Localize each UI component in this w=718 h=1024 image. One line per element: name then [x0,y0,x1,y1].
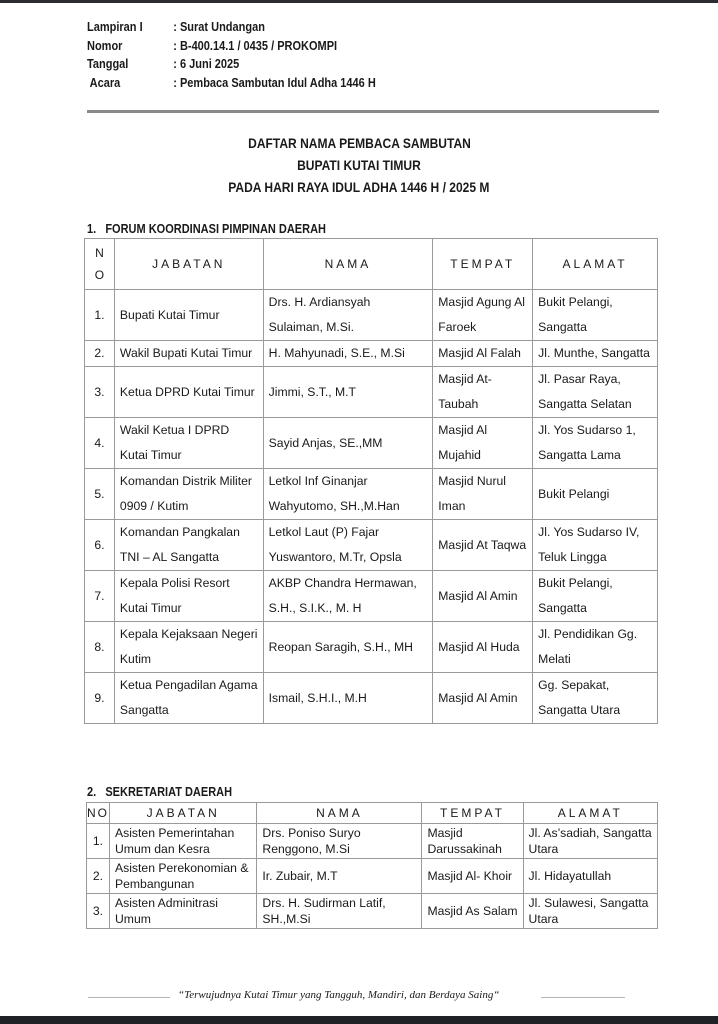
no-letter-n: N [95,246,104,260]
col-header-nama: NAMA [263,239,433,290]
cell-alamat: Bukit Pelangi [533,469,658,520]
cell-no: 4. [85,418,115,469]
cell-tempat: Masjid Darussakinah [422,824,523,859]
sekretariat-table [86,802,658,929]
cell-alamat: Jl. Pendidikan Gg. Melati [533,622,658,673]
cell-nama: AKBP Chandra Hermawan, S.H., S.I.K., M. H [263,571,433,622]
cell-tempat: Masjid Al Huda [433,622,533,673]
cell-jabatan: Wakil Ketua I DPRD Kutai Timur [114,418,263,469]
forkopimda-table [84,238,658,724]
table-row [85,520,658,571]
meta-row-nomor [87,37,376,56]
cell-jabatan: Wakil Bupati Kutai Timur [114,341,263,367]
table-row [87,859,658,894]
cell-no: 9. [85,673,115,724]
meta-value: : 6 Juni 2025 [173,57,240,71]
cell-tempat: Masjid At Taqwa [433,520,533,571]
cell-no: 3. [87,894,110,929]
meta-value: : Surat Undangan [173,20,265,34]
meta-label: Acara [87,75,121,90]
footer-motto: “Terwujudnya Kutai Timur yang Tangguh, Mandiri, dan Berdaya Saing“ [178,989,500,1001]
title-text: PADA HARI RAYA IDUL ADHA 1446 H / 2025 M [228,179,490,195]
cell-jabatan: Kepala Polisi Resort Kutai Timur [114,571,263,622]
cell-nama: Drs. H. Sudirman Latif, SH.,M.Si [257,894,422,929]
table-row [85,418,658,469]
cell-alamat: Bukit Pelangi, Sangatta [533,290,658,341]
cell-tempat: Masjid As Salam [422,894,523,929]
cell-alamat: Jl. Hidayatullah [523,859,657,894]
title-text: BUPATI KUTAI TIMUR [297,157,421,173]
cell-no: 3. [85,367,115,418]
table-row [85,673,658,724]
cell-tempat: Masjid Al Mujahid [433,418,533,469]
col-header-alamat: ALAMAT [533,239,658,290]
top-bar [0,0,718,3]
cell-alamat: Jl. Yos Sudarso 1, Sangatta Lama [533,418,658,469]
col-header-tempat: TEMPAT [433,239,533,290]
cell-alamat: Jl. Yos Sudarso IV, Teluk Lingga [533,520,658,571]
cell-alamat: Jl. Sulawesi, Sangatta Utara [523,894,657,929]
no-letter-o: O [94,268,105,282]
cell-tempat: Masjid Nurul Iman [433,469,533,520]
cell-no: 1. [87,824,110,859]
cell-no: 1. [85,290,115,341]
cell-nama: Drs. H. Ardiansyah Sulaiman, M.Si. [263,290,433,341]
title-line-2 [0,157,718,173]
cell-tempat: Masjid Agung Al Faroek [433,290,533,341]
title-line-3 [0,179,718,195]
col-header-jabatan: JABATAN [110,803,257,824]
section-2-heading: 2. SEKRETARIAT DAERAH [87,785,233,799]
cell-jabatan: Ketua Pengadilan Agama Sangatta [114,673,263,724]
bottom-bar [0,1016,718,1024]
col-header-alamat: ALAMAT [523,803,657,824]
cell-jabatan: Komandan Pangkalan TNI – AL Sangatta [114,520,263,571]
meta-row-acara [87,74,376,93]
table-row [85,290,658,341]
cell-jabatan: Ketua DPRD Kutai Timur [114,367,263,418]
cell-nama: Ismail, S.H.I., M.H [263,673,433,724]
cell-no: 7. [85,571,115,622]
cell-jabatan: Asisten Adminitrasi Umum [110,894,257,929]
col-header-no [85,239,115,290]
cell-nama: Drs. Poniso Suryo Renggono, M.Si [257,824,422,859]
cell-no: 2. [87,859,110,894]
col-header-nama: NAMA [257,803,422,824]
cell-jabatan: Asisten Perekonomian & Pembangunan [110,859,257,894]
cell-nama: Letkol Inf Ginanjar Wahyutomo, SH.,M.Han [263,469,433,520]
footer-line-right [541,997,625,998]
header-divider [87,110,659,113]
footer-line-left [88,997,170,998]
meta-value: : Pembaca Sambutan Idul Adha 1446 H [173,75,376,90]
meta-label: Nomor [87,38,123,53]
cell-alamat: Jl. Munthe, Sangatta [533,341,658,367]
meta-row-tanggal [87,55,376,74]
meta-row-lampiran [87,18,376,37]
meta-label: Tanggal [87,57,129,71]
cell-nama: Sayid Anjas, SE.,MM [263,418,433,469]
table-header-row [85,239,658,290]
cell-jabatan: Bupati Kutai Timur [114,290,263,341]
col-header-tempat: TEMPAT [422,803,523,824]
cell-no: 6. [85,520,115,571]
table-row [85,571,658,622]
footer [0,988,718,1006]
cell-no: 5. [85,469,115,520]
cell-nama: Ir. Zubair, M.T [257,859,422,894]
title-text: DAFTAR NAMA PEMBACA SAMBUTAN [247,135,471,151]
cell-tempat: Masjid Al Falah [433,341,533,367]
table-row [87,894,658,929]
cell-alamat: Jl. Pasar Raya, Sangatta Selatan [533,367,658,418]
table-header-row [87,803,658,824]
cell-jabatan: Komandan Distrik Militer 0909 / Kutim [114,469,263,520]
cell-jabatan: Kepala Kejaksaan Negeri Kutim [114,622,263,673]
cell-nama: H. Mahyunadi, S.E., M.Si [263,341,433,367]
table-row [85,367,658,418]
col-header-no: NO [87,803,110,824]
meta-label: Lampiran I [87,20,143,34]
cell-no: 2. [85,341,115,367]
cell-jabatan: Asisten Pemerintahan Umum dan Kesra [110,824,257,859]
table-row [87,824,658,859]
table-row [85,469,658,520]
table-row [85,622,658,673]
cell-tempat: Masjid At-Taubah [433,367,533,418]
cell-nama: Reopan Saragih, S.H., MH [263,622,433,673]
cell-tempat: Masjid Al Amin [433,673,533,724]
cell-alamat: Bukit Pelangi, Sangatta [533,571,658,622]
cell-tempat: Masjid Al- Khoir [422,859,523,894]
cell-nama: Letkol Laut (P) Fajar Yuswantoro, M.Tr, Opsla [263,520,433,571]
letter-meta [87,18,376,92]
cell-tempat: Masjid Al Amin [433,571,533,622]
cell-alamat: Gg. Sepakat, Sangatta Utara [533,673,658,724]
cell-nama: Jimmi, S.T., M.T [263,367,433,418]
section-1-heading: 1. FORUM KOORDINASI PIMPINAN DAERAH [87,222,326,236]
cell-no: 8. [85,622,115,673]
col-header-jabatan: JABATAN [114,239,263,290]
meta-value: : B-400.14.1 / 0435 / PROKOMPI [173,38,338,53]
title-line-1 [0,135,718,151]
cell-alamat: Jl. As’sadiah, Sangatta Utara [523,824,657,859]
table-row [85,341,658,367]
